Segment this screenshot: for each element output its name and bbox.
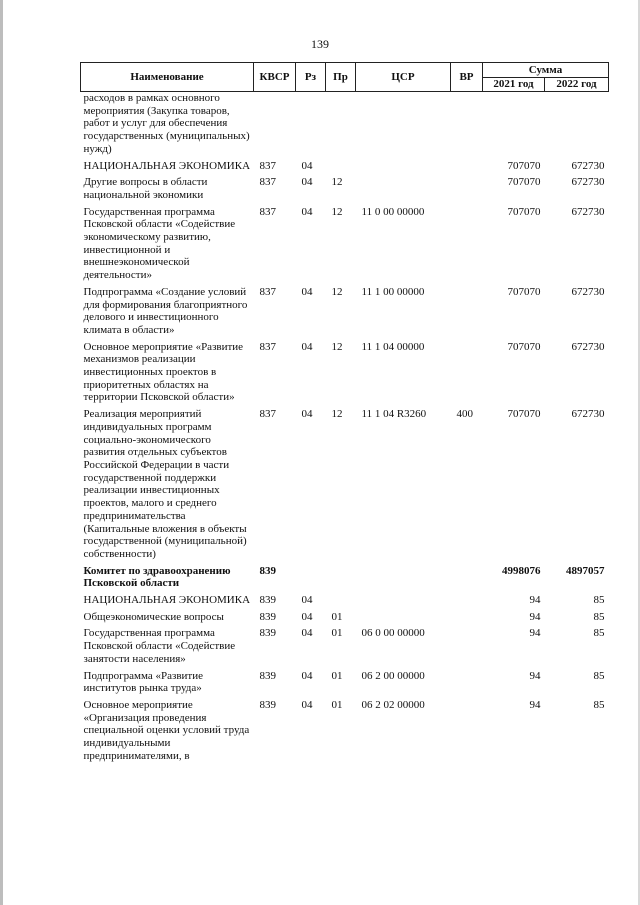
cell-rz: 04 — [301, 340, 313, 353]
cell-name: Подпрограмма «Развитие институтов рынка труда» — [83, 669, 203, 695]
cell-rz: 04 — [301, 205, 313, 218]
cell-name: Государственная программа Псковской области «Содействие экономическому развитию, инвестиционной и внешнеэкономической деятельности» — [83, 205, 236, 282]
cell-pr — [326, 158, 356, 175]
cell-pr: 01 — [331, 610, 343, 623]
header-sum: Сумма — [483, 63, 609, 78]
cell-kvsr: 839 — [259, 564, 276, 577]
cell-sum-2022: 85 — [593, 669, 605, 682]
cell-sum-2022: 85 — [593, 698, 605, 711]
cell-sum-2021: 94 — [529, 669, 541, 682]
cell-kvsr: 837 — [259, 205, 276, 218]
header-csr: ЦСР — [356, 63, 451, 92]
cell-sum-2021: 707070 — [507, 408, 541, 421]
cell-rz: 04 — [301, 610, 313, 623]
cell-vr — [451, 668, 483, 697]
cell-rz: 04 — [301, 627, 313, 640]
scan-edge-left — [0, 0, 3, 905]
cell-csr: 11 0 00 00000 — [361, 205, 425, 218]
cell-rz: 04 — [301, 669, 313, 682]
header-kvsr: КВСР — [254, 63, 296, 92]
cell-vr — [451, 284, 483, 339]
cell-name: Другие вопросы в области национальной экономики — [83, 176, 208, 201]
cell-pr — [326, 563, 356, 592]
table-row — [81, 406, 609, 562]
cell-csr — [356, 563, 451, 592]
cell-csr — [356, 158, 451, 175]
cell-sum-2022: 672730 — [571, 285, 605, 298]
cell-pr: 12 — [331, 408, 343, 421]
page-number: 139 — [311, 37, 329, 51]
cell-vr — [451, 204, 483, 284]
table-row — [81, 204, 609, 284]
cell-csr — [356, 92, 451, 158]
cell-kvsr: 839 — [259, 698, 276, 711]
header-year-2021: 2021 год — [483, 78, 545, 92]
cell-sum-2022: 85 — [593, 627, 605, 640]
cell-csr: 11 1 04 00000 — [361, 340, 425, 353]
cell-pr: 01 — [331, 698, 343, 711]
cell-sum-2022: 672730 — [571, 176, 605, 189]
cell-rz — [296, 92, 326, 158]
cell-csr — [356, 174, 451, 203]
cell-sum-2021: 707070 — [507, 340, 541, 353]
cell-pr: 12 — [331, 205, 343, 218]
cell-vr — [451, 625, 483, 667]
cell-name: Подпрограмма «Создание условий для формирования благоприятного делового и инвестиционного климата в области» — [83, 285, 248, 336]
table-row — [81, 339, 609, 407]
cell-rz: 04 — [301, 408, 313, 421]
table-row — [81, 158, 609, 175]
table-row — [81, 592, 609, 609]
cell-rz: 04 — [301, 594, 313, 607]
cell-rz: 04 — [301, 698, 313, 711]
cell-sum-2022: 85 — [593, 594, 605, 607]
cell-kvsr — [254, 92, 296, 158]
header-vr: ВР — [451, 63, 483, 92]
table-body — [81, 92, 609, 765]
cell-name: Основное мероприятие «Организация проведения специальной оценки условий труда индивидуальными предпринимателями, в — [83, 698, 250, 762]
cell-csr: 11 1 00 00000 — [361, 285, 425, 298]
cell-kvsr: 839 — [259, 610, 276, 623]
cell-kvsr: 839 — [259, 669, 276, 682]
table-header — [81, 63, 609, 92]
cell-csr: 06 0 00 00000 — [361, 627, 425, 640]
cell-pr: 01 — [331, 627, 343, 640]
cell-kvsr: 837 — [259, 176, 276, 189]
cell-rz: 04 — [301, 176, 313, 189]
cell-name: Комитет по здравоохранению Псковской области — [83, 564, 231, 590]
cell-rz: 04 — [301, 159, 313, 172]
cell-kvsr: 839 — [259, 627, 276, 640]
table-row — [81, 668, 609, 697]
cell-sum-2022: 85 — [593, 610, 605, 623]
cell-pr — [326, 592, 356, 609]
budget-table — [80, 62, 609, 764]
cell-pr — [326, 92, 356, 158]
table-row — [81, 609, 609, 626]
cell-sum-2021: 94 — [529, 627, 541, 640]
cell-rz: 04 — [301, 285, 313, 298]
cell-pr: 12 — [331, 285, 343, 298]
cell-name: Общеэкономические вопросы — [83, 610, 224, 623]
cell-sum-2022: 672730 — [571, 408, 605, 421]
table-row — [81, 625, 609, 667]
cell-vr — [451, 174, 483, 203]
cell-name: НАЦИОНАЛЬНАЯ ЭКОНОМИКА — [83, 159, 251, 172]
cell-vr — [451, 697, 483, 765]
cell-pr: 12 — [331, 176, 343, 189]
cell-sum-2022: 672730 — [571, 159, 605, 172]
cell-vr — [451, 339, 483, 407]
cell-name: Основное мероприятие «Развитие механизмов реализации инвестиционных проектов в приоритетных областях на территории Псковской области» — [83, 340, 244, 404]
cell-name: Реализация мероприятий индивидуальных программ социально-экономического развития отдельных субъектов Российской Федерации в части государственной поддержки реализации инвестиционных проектов, малого и среднего предпринимательства (Капитальные вложения в объекты государственной (муниципальной) собственности) — [83, 408, 247, 560]
cell-sum-2021: 707070 — [507, 285, 541, 298]
cell-kvsr: 839 — [259, 594, 276, 607]
cell-sum-2021: 707070 — [507, 159, 541, 172]
cell-name: НАЦИОНАЛЬНАЯ ЭКОНОМИКА — [83, 594, 251, 607]
cell-sum-2021: 707070 — [507, 205, 541, 218]
cell-sum-2022 — [545, 92, 609, 158]
cell-kvsr: 837 — [259, 408, 276, 421]
cell-rz — [296, 563, 326, 592]
cell-csr: 11 1 04 R3260 — [361, 408, 427, 421]
header-pr: Пр — [326, 63, 356, 92]
cell-sum-2021: 94 — [529, 594, 541, 607]
cell-pr: 01 — [331, 669, 343, 682]
cell-sum-2021: 94 — [529, 610, 541, 623]
cell-vr — [451, 92, 483, 158]
table-row — [81, 92, 609, 158]
cell-sum-2022: 672730 — [571, 340, 605, 353]
table-row — [81, 284, 609, 339]
cell-csr: 06 2 02 00000 — [361, 698, 425, 711]
cell-vr — [451, 563, 483, 592]
table-row — [81, 697, 609, 765]
cell-vr: 400 — [456, 408, 473, 421]
header-name: Наименование — [81, 63, 254, 92]
cell-sum-2021 — [483, 92, 545, 158]
cell-name: расходов в рамках основного мероприятия (Закупка товаров, работ и услуг для обеспечения государственных (муниципальных) нужд) — [83, 92, 250, 155]
cell-sum-2022: 4897057 — [566, 564, 605, 577]
cell-kvsr: 837 — [259, 285, 276, 298]
cell-csr — [356, 609, 451, 626]
cell-kvsr: 837 — [259, 340, 276, 353]
cell-csr: 06 2 00 00000 — [361, 669, 425, 682]
cell-vr — [451, 158, 483, 175]
cell-pr: 12 — [331, 340, 343, 353]
cell-vr — [451, 609, 483, 626]
header-rz: Рз — [296, 63, 326, 92]
cell-sum-2021: 4998076 — [502, 564, 541, 577]
cell-sum-2021: 94 — [529, 698, 541, 711]
cell-kvsr: 837 — [259, 159, 276, 172]
cell-name: Государственная программа Псковской области «Содействие занятости населения» — [83, 627, 236, 665]
cell-vr — [451, 592, 483, 609]
table-row — [81, 563, 609, 592]
cell-csr — [356, 592, 451, 609]
header-year-2022: 2022 год — [545, 78, 609, 92]
cell-sum-2021: 707070 — [507, 176, 541, 189]
cell-sum-2022: 672730 — [571, 205, 605, 218]
table-row — [81, 174, 609, 203]
